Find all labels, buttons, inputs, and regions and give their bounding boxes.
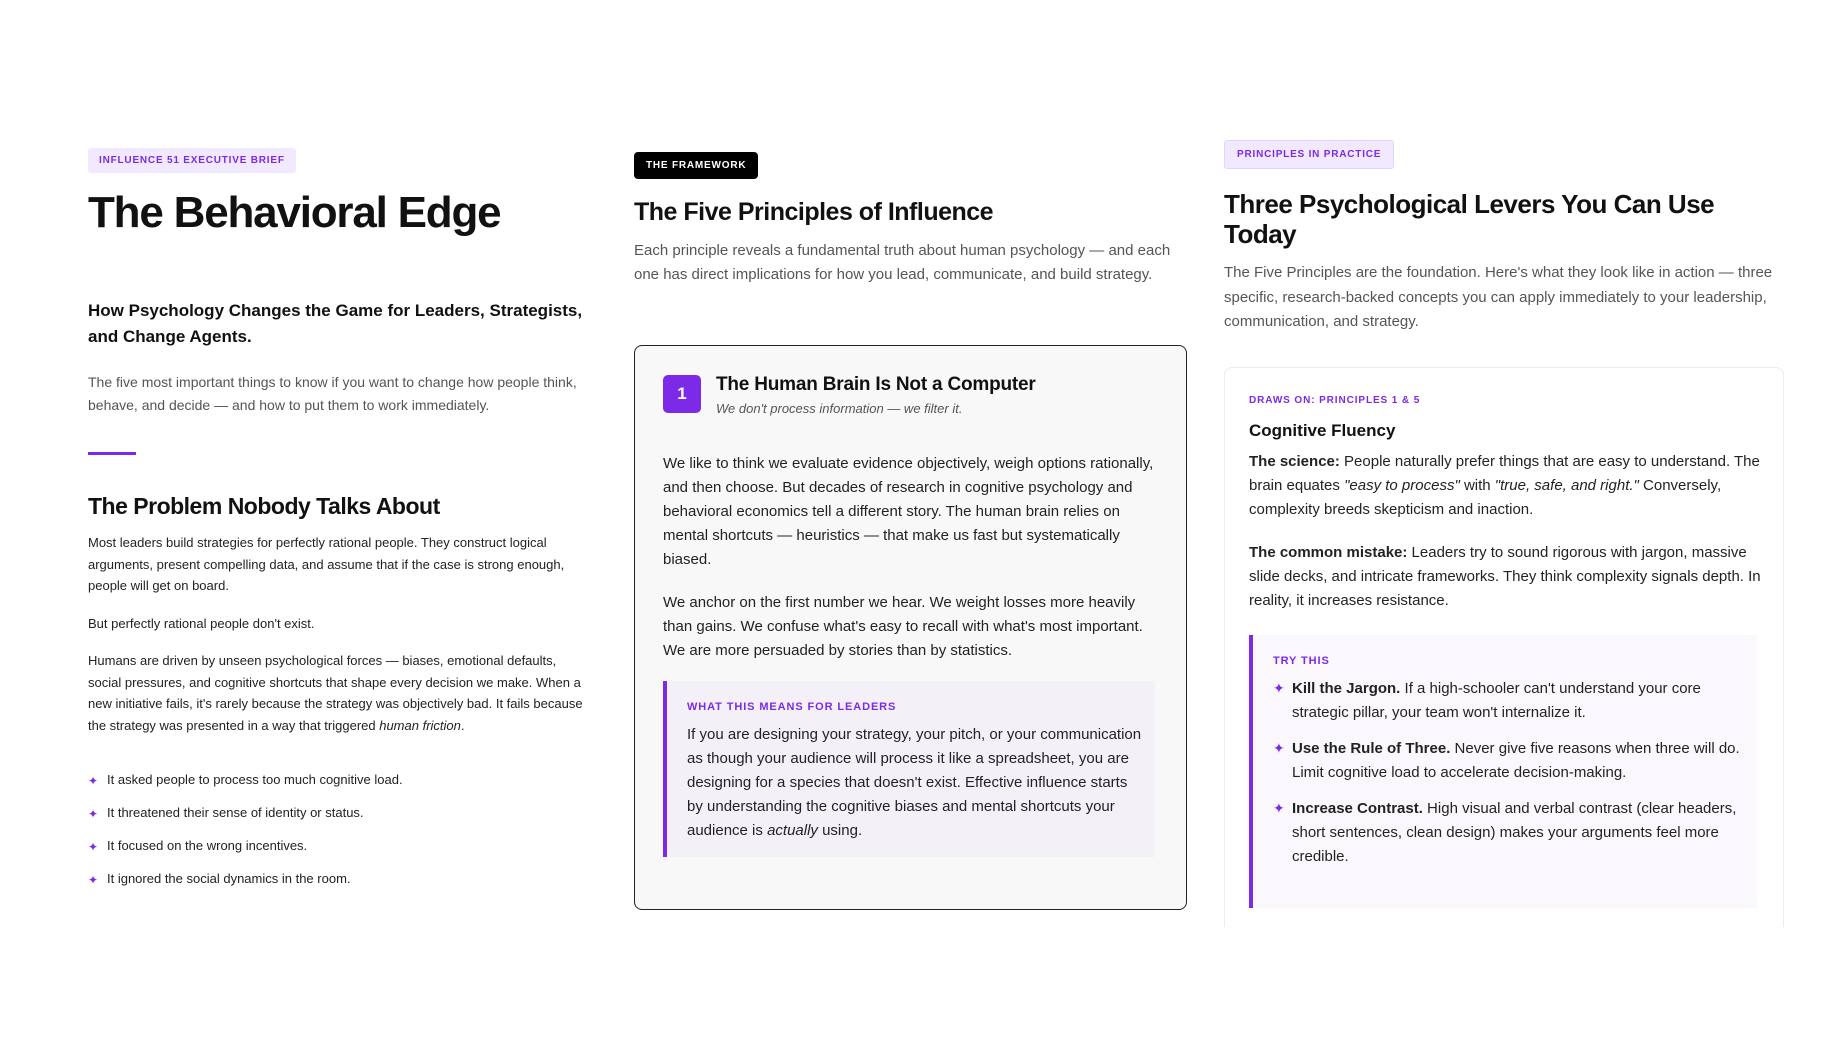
tip-title: Increase Contrast. — [1292, 800, 1423, 817]
page-title: The Behavioral Edge — [88, 188, 501, 237]
try-this-label: TRY THIS — [1273, 655, 1330, 667]
tip-text: High visual and verbal contrast (clear headers, short sentences, clean design) makes your arguments feel more credible. — [1292, 800, 1737, 865]
list-item — [88, 838, 403, 871]
lever-card — [1224, 367, 1784, 927]
sparkle-icon: ✦ — [1273, 740, 1285, 756]
sparkle-icon: ✦ — [88, 774, 99, 788]
principle-paragraph-2: We anchor on the first number we hear. We weight losses more heavily than gains. We confuse what's easy to recall with what's most important. We are more persuaded by stories than by statistics. — [663, 594, 1143, 659]
try-this-callout — [1249, 635, 1757, 908]
accent-divider — [88, 452, 136, 455]
callout-text — [687, 723, 1147, 843]
science-quote-1: "easy to process" — [1344, 477, 1460, 494]
try-this-list — [1273, 677, 1753, 881]
list-item — [1273, 677, 1753, 725]
framework-intro: Each principle reveals a fundamental truth about human psychology — and each one has direct implications for how you lead, communicate, and build strategy. — [634, 242, 1171, 283]
principle-title: The Human Brain Is Not a Computer — [716, 374, 1036, 395]
tip-title: Kill the Jargon. — [1292, 680, 1401, 697]
problem-heading: The Problem Nobody Talks About — [88, 493, 440, 519]
principle-number-badge: 1 — [663, 375, 701, 413]
actually-emphasis: actually — [767, 822, 818, 839]
lead-paragraph: The five most important things to know if you want to change how people think, behave, and decide — and how to put them to work immediately. — [88, 374, 577, 413]
principle-paragraph-1: We like to think we evaluate evidence objectively, weigh options rationally, and then choose. But decades of research in cognitive psychology and behavioral economics tell a different story. The human brain relies on mental shortcuts — heuristics — that make us fast but systematically biased. — [663, 455, 1154, 568]
list-item — [1273, 797, 1753, 869]
leaders-callout — [663, 681, 1155, 857]
tip-text: If a high-schooler can't understand your core strategic pillar, your team won't internalize it. — [1292, 680, 1701, 721]
list-item — [88, 871, 403, 904]
list-item-text — [1292, 737, 1753, 785]
human-friction-emphasis: human friction — [379, 717, 461, 733]
mistake-paragraph — [1249, 541, 1769, 613]
list-item-text: It ignored the social dynamics in the room. — [107, 871, 351, 886]
science-quote-2: "true, safe, and right." — [1494, 477, 1639, 494]
sparkle-icon: ✦ — [1273, 800, 1285, 816]
draws-on-label: DRAWS ON: PRINCIPLES 1 & 5 — [1249, 395, 1421, 406]
page-subtitle: How Psychology Changes the Game for Leaders, Strategists, and Change Agents. — [88, 301, 583, 346]
list-item-text — [1292, 677, 1753, 725]
sparkle-icon: ✦ — [1273, 680, 1285, 696]
sparkle-icon: ✦ — [88, 873, 99, 887]
principle-subtitle: We don't process information — we filter it. — [716, 401, 963, 416]
list-item-text: It threatened their sense of identity or status. — [107, 805, 364, 820]
tip-title: Use the Rule of Three. — [1292, 740, 1451, 757]
problem-paragraph-3 — [88, 650, 592, 736]
practice-tag: PRINCIPLES IN PRACTICE — [1224, 140, 1394, 169]
list-item-text: It focused on the wrong incentives. — [107, 838, 308, 853]
problem-paragraph-3-text: Humans are driven by unseen psychological forces — biases, emotional defaults, social pressures, and cognitive shortcuts that shape every decision we make. When a new initiative fails, it's rarely because the strategy was objectively bad. It fails because the strategy was presented in a way that triggered — [88, 653, 583, 733]
science-text-b: with — [1459, 477, 1495, 494]
framework-tag: THE FRAMEWORK — [634, 152, 758, 179]
callout-label: WHAT THIS MEANS FOR LEADERS — [687, 701, 897, 713]
sparkle-icon: ✦ — [88, 807, 99, 821]
framework-heading: The Five Principles of Influence — [634, 198, 994, 226]
callout-text-end: using. — [817, 822, 863, 839]
tip-text: Never give five reasons when three will do. Limit cognitive load to accelerate decision-making. — [1292, 740, 1740, 781]
friction-list — [88, 772, 403, 904]
list-item-text — [1292, 797, 1753, 869]
brief-tag: INFLUENCE 51 EXECUTIVE BRIEF — [88, 148, 296, 173]
list-item — [1273, 737, 1753, 785]
problem-paragraph-2: But perfectly rational people don't exist. — [88, 616, 315, 631]
problem-paragraph-3-end: . — [460, 717, 465, 733]
principle-card — [634, 345, 1187, 910]
mistake-label: The common mistake: — [1249, 544, 1408, 561]
problem-paragraph-1: Most leaders build strategies for perfectly rational people. They construct logical arguments, present compelling data, and assume that if the case is strong enough, people will get on board. — [88, 535, 565, 593]
sparkle-icon: ✦ — [88, 840, 99, 854]
lever-title: Cognitive Fluency — [1249, 421, 1396, 440]
callout-text-body: If you are designing your strategy, your pitch, or your communication as though your audience will process it like a spreadsheet, you are designing for a species that doesn't exist. Effective influence starts by understanding the cognitive biases and mental shortcuts your audience is — [687, 726, 1142, 839]
science-text-c: Conversely, complexity breeds skepticism and inaction. — [1249, 477, 1722, 518]
mistake-text: Leaders try to sound rigorous with jargon, massive slide decks, and intricate frameworks. They think complexity signals depth. In reality, it increases resistance. — [1249, 544, 1761, 609]
list-item — [88, 772, 403, 805]
practice-intro: The Five Principles are the foundation. Here's what they look like in action — three specific, research-backed concepts you can apply immediately to your leadership, communication, and strategy. — [1224, 264, 1773, 330]
list-item — [88, 805, 403, 838]
science-text-a: People naturally prefer things that are easy to understand. The brain equates — [1249, 453, 1760, 494]
science-label: The science: — [1249, 453, 1340, 470]
practice-heading: Three Psychological Levers You Can Use Today — [1224, 189, 1715, 249]
list-item-text: It asked people to process too much cognitive load. — [107, 772, 403, 787]
science-paragraph — [1249, 450, 1769, 522]
